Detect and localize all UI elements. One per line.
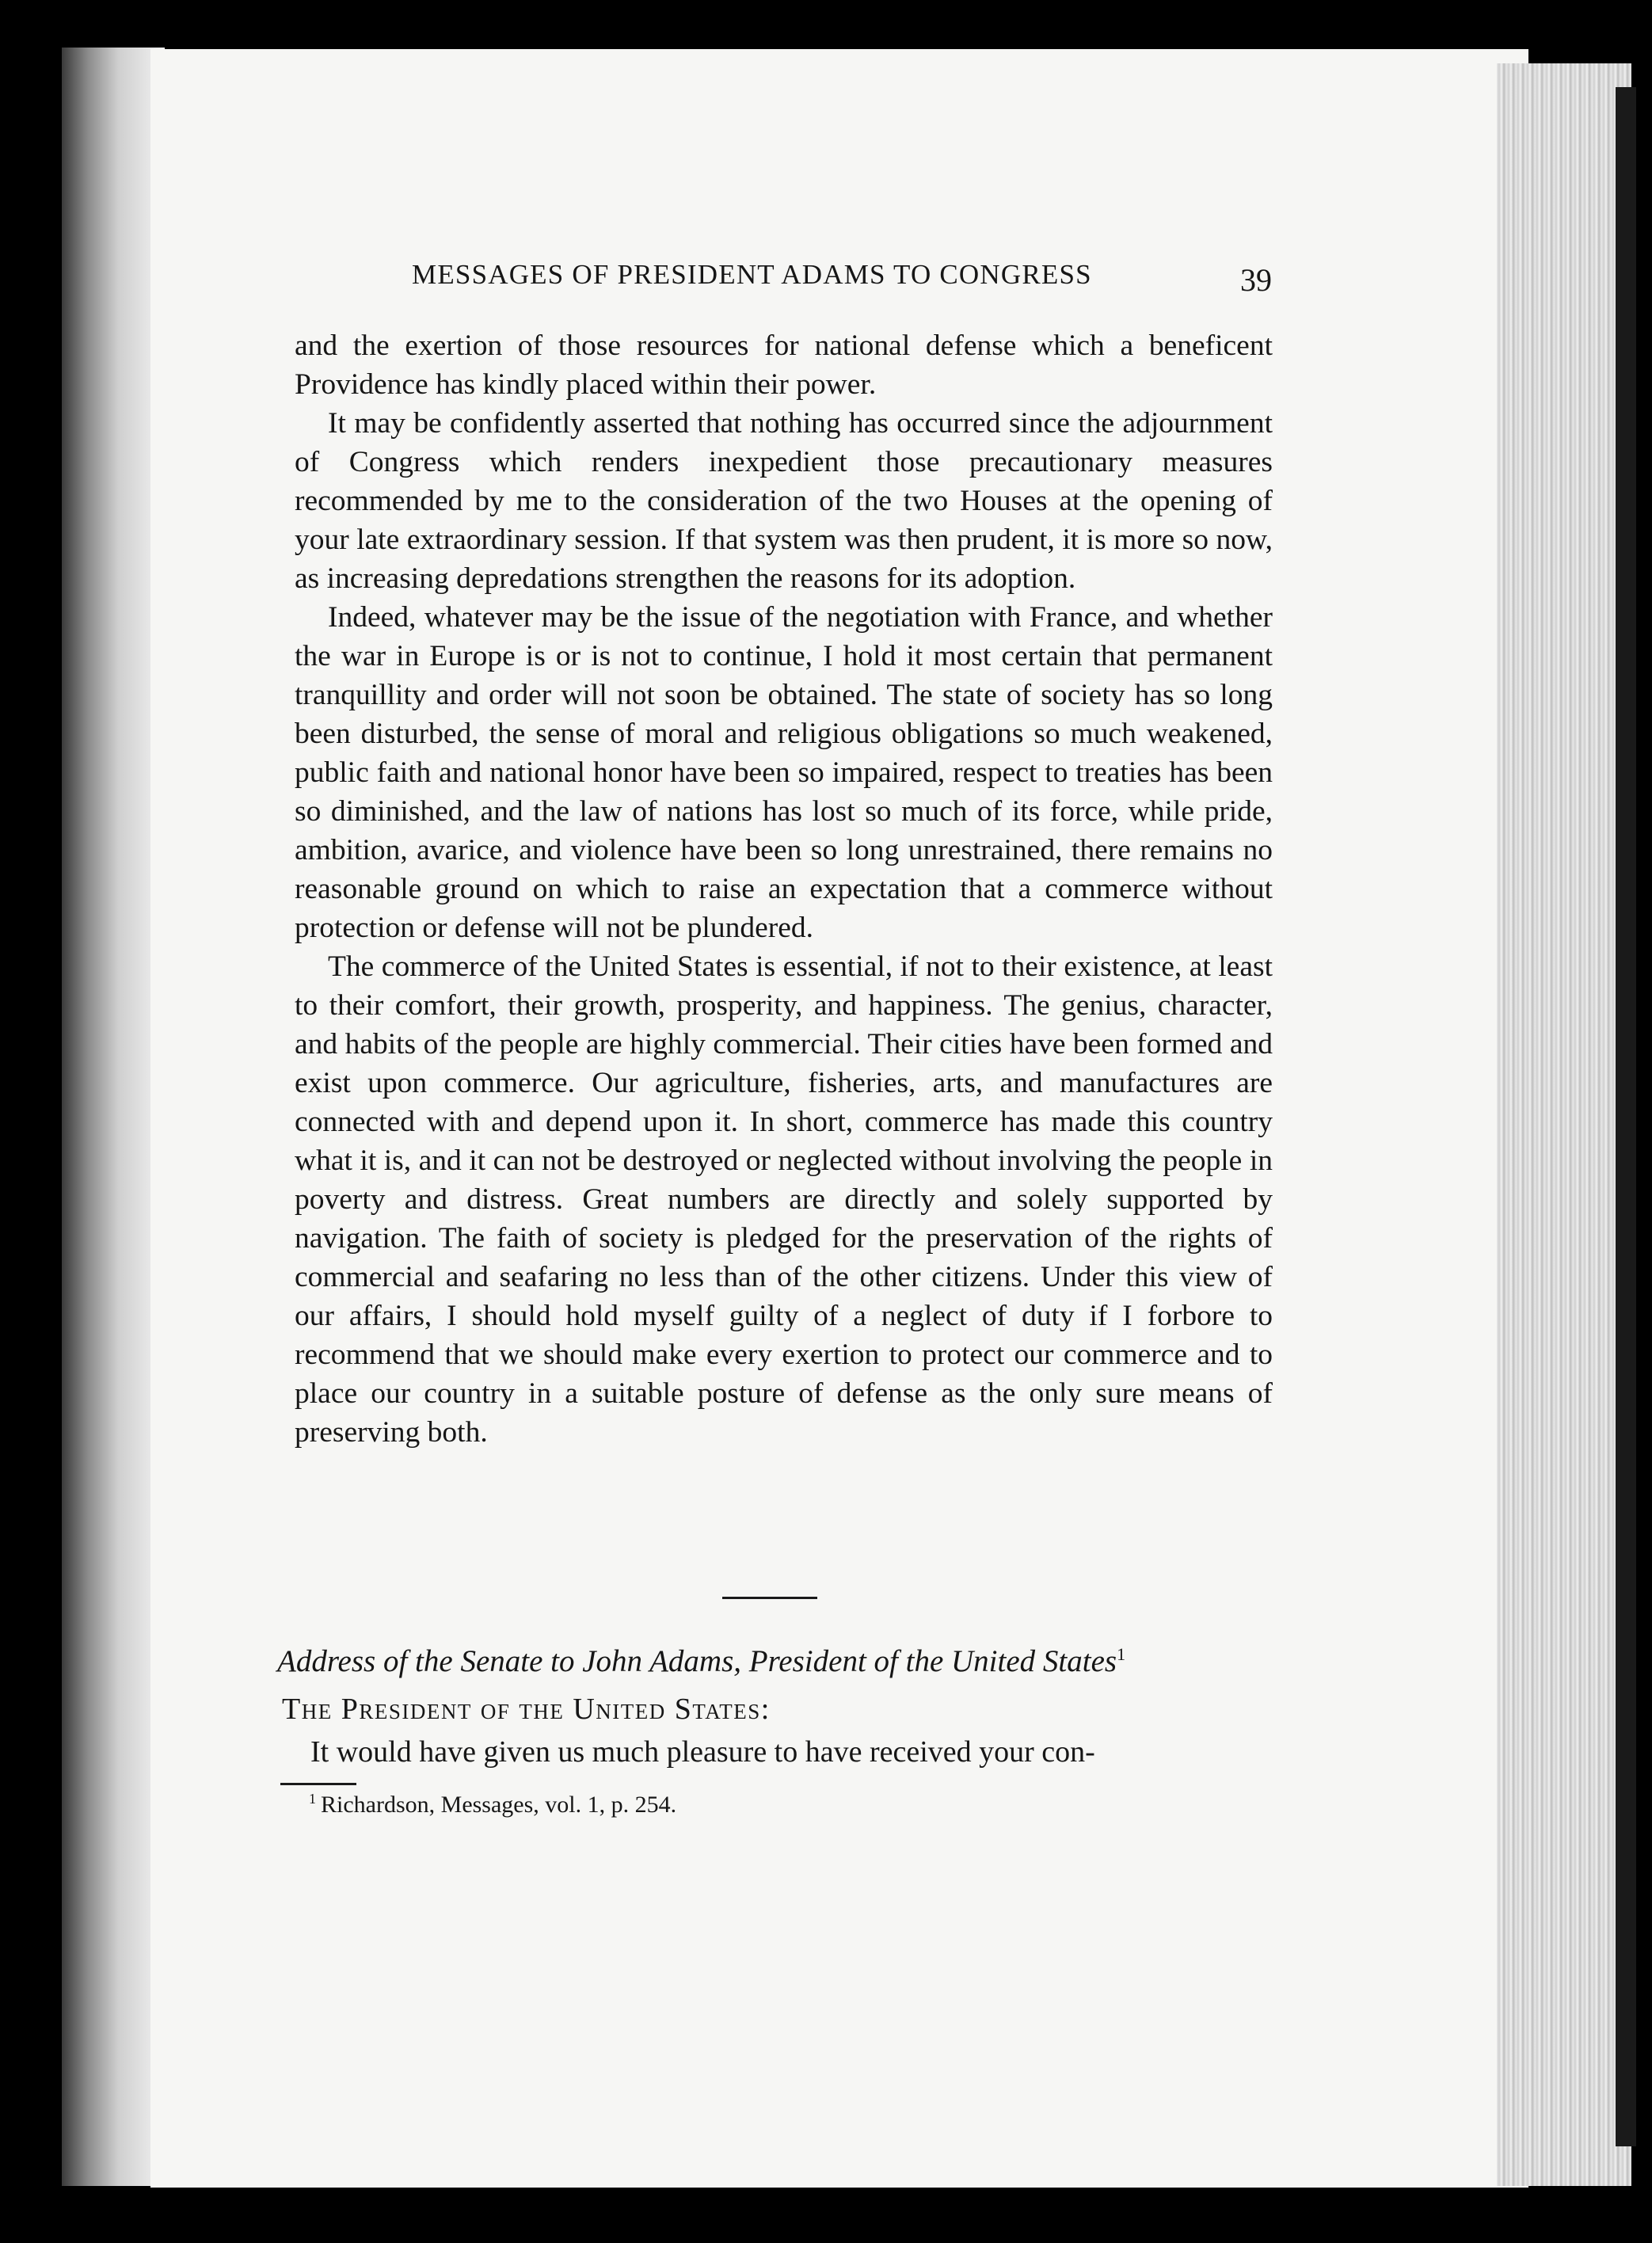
footnote-reference: 1 [1117, 1644, 1126, 1664]
page-number: 39 [1240, 262, 1272, 298]
section-divider [722, 1597, 817, 1599]
paragraph: The commerce of the United States is essential, if not to their existence, at least to their comfort, their growth, prosperity, and happiness. The genius, character, and habits of the people are highly commercial. Their cities have been formed and exist upon commerce. Our agriculture, fisheries, arts, and manufactures are connected with and depend upon it. In short, commerce has made this country what it is, and it can not be destroyed or neglected without involving the people in poverty and distress. Great numbers are directly and solely supported by navigation. The faith of society is pledged for the preservation of the rights of commercial and seafaring no less than of the other citizens. Under this view of our affairs, I should hold myself guilty of a neglect of duty if I forbore to recommend that we should make every exertion to protect our commerce and to place our country in a suitable posture of defense as the only sure means of preserving both. [295, 950, 1273, 1449]
address-heading-text: Address of the Senate to John Adams, President of the United States [277, 1644, 1117, 1678]
page-edges-right [1497, 63, 1631, 2186]
address-heading [277, 1643, 1125, 1679]
footnote-divider [280, 1783, 356, 1785]
binding-shadow-left [62, 48, 165, 2186]
paragraph: Indeed, whatever may be the issue of the negotiation with France, and whether the war in Europe is or is not to continue, I hold it most certain that permanent tranquillity and order will not soon be obtained. The state of society has so long been disturbed, the sense of moral and religious obligations so much weakened, public faith and national honor have been so impaired, respect to treaties has been so diminished, and the law of nations has lost so much of its force, while pride, ambition, avarice, and violence have been so long unrestrained, there remains no reasonable ground on which to raise an expectation that a commerce without protection or defense will not be plundered. [295, 601, 1273, 944]
running-head: MESSAGES OF PRESIDENT ADAMS TO CONGRESS [412, 259, 1092, 290]
paragraph-continuation: and the exertion of those resources for national defense which a beneficent Providence has kindly placed within their power. [295, 329, 1273, 401]
body-text [295, 326, 1273, 1452]
paragraph: It may be confidently asserted that nothing has occurred since the adjournment of Congress which renders inexpedient those precautionary measures recommended by me to the consideration of the two Houses at the opening of your late extraordinary session. If that system was then prudent, it is more so now, as increasing depredations strengthen the reasons for its adoption. [295, 407, 1273, 595]
salutation: The President of the United States: [282, 1693, 771, 1726]
footnote-marker: 1 [309, 1791, 316, 1807]
footnote [309, 1791, 676, 1818]
address-opening-line: It would have given us much pleasure to have received your con- [310, 1735, 1095, 1769]
footnote-text: Richardson, Messages, vol. 1, p. 254. [321, 1792, 677, 1818]
binding-shadow-right [1616, 87, 1636, 2146]
